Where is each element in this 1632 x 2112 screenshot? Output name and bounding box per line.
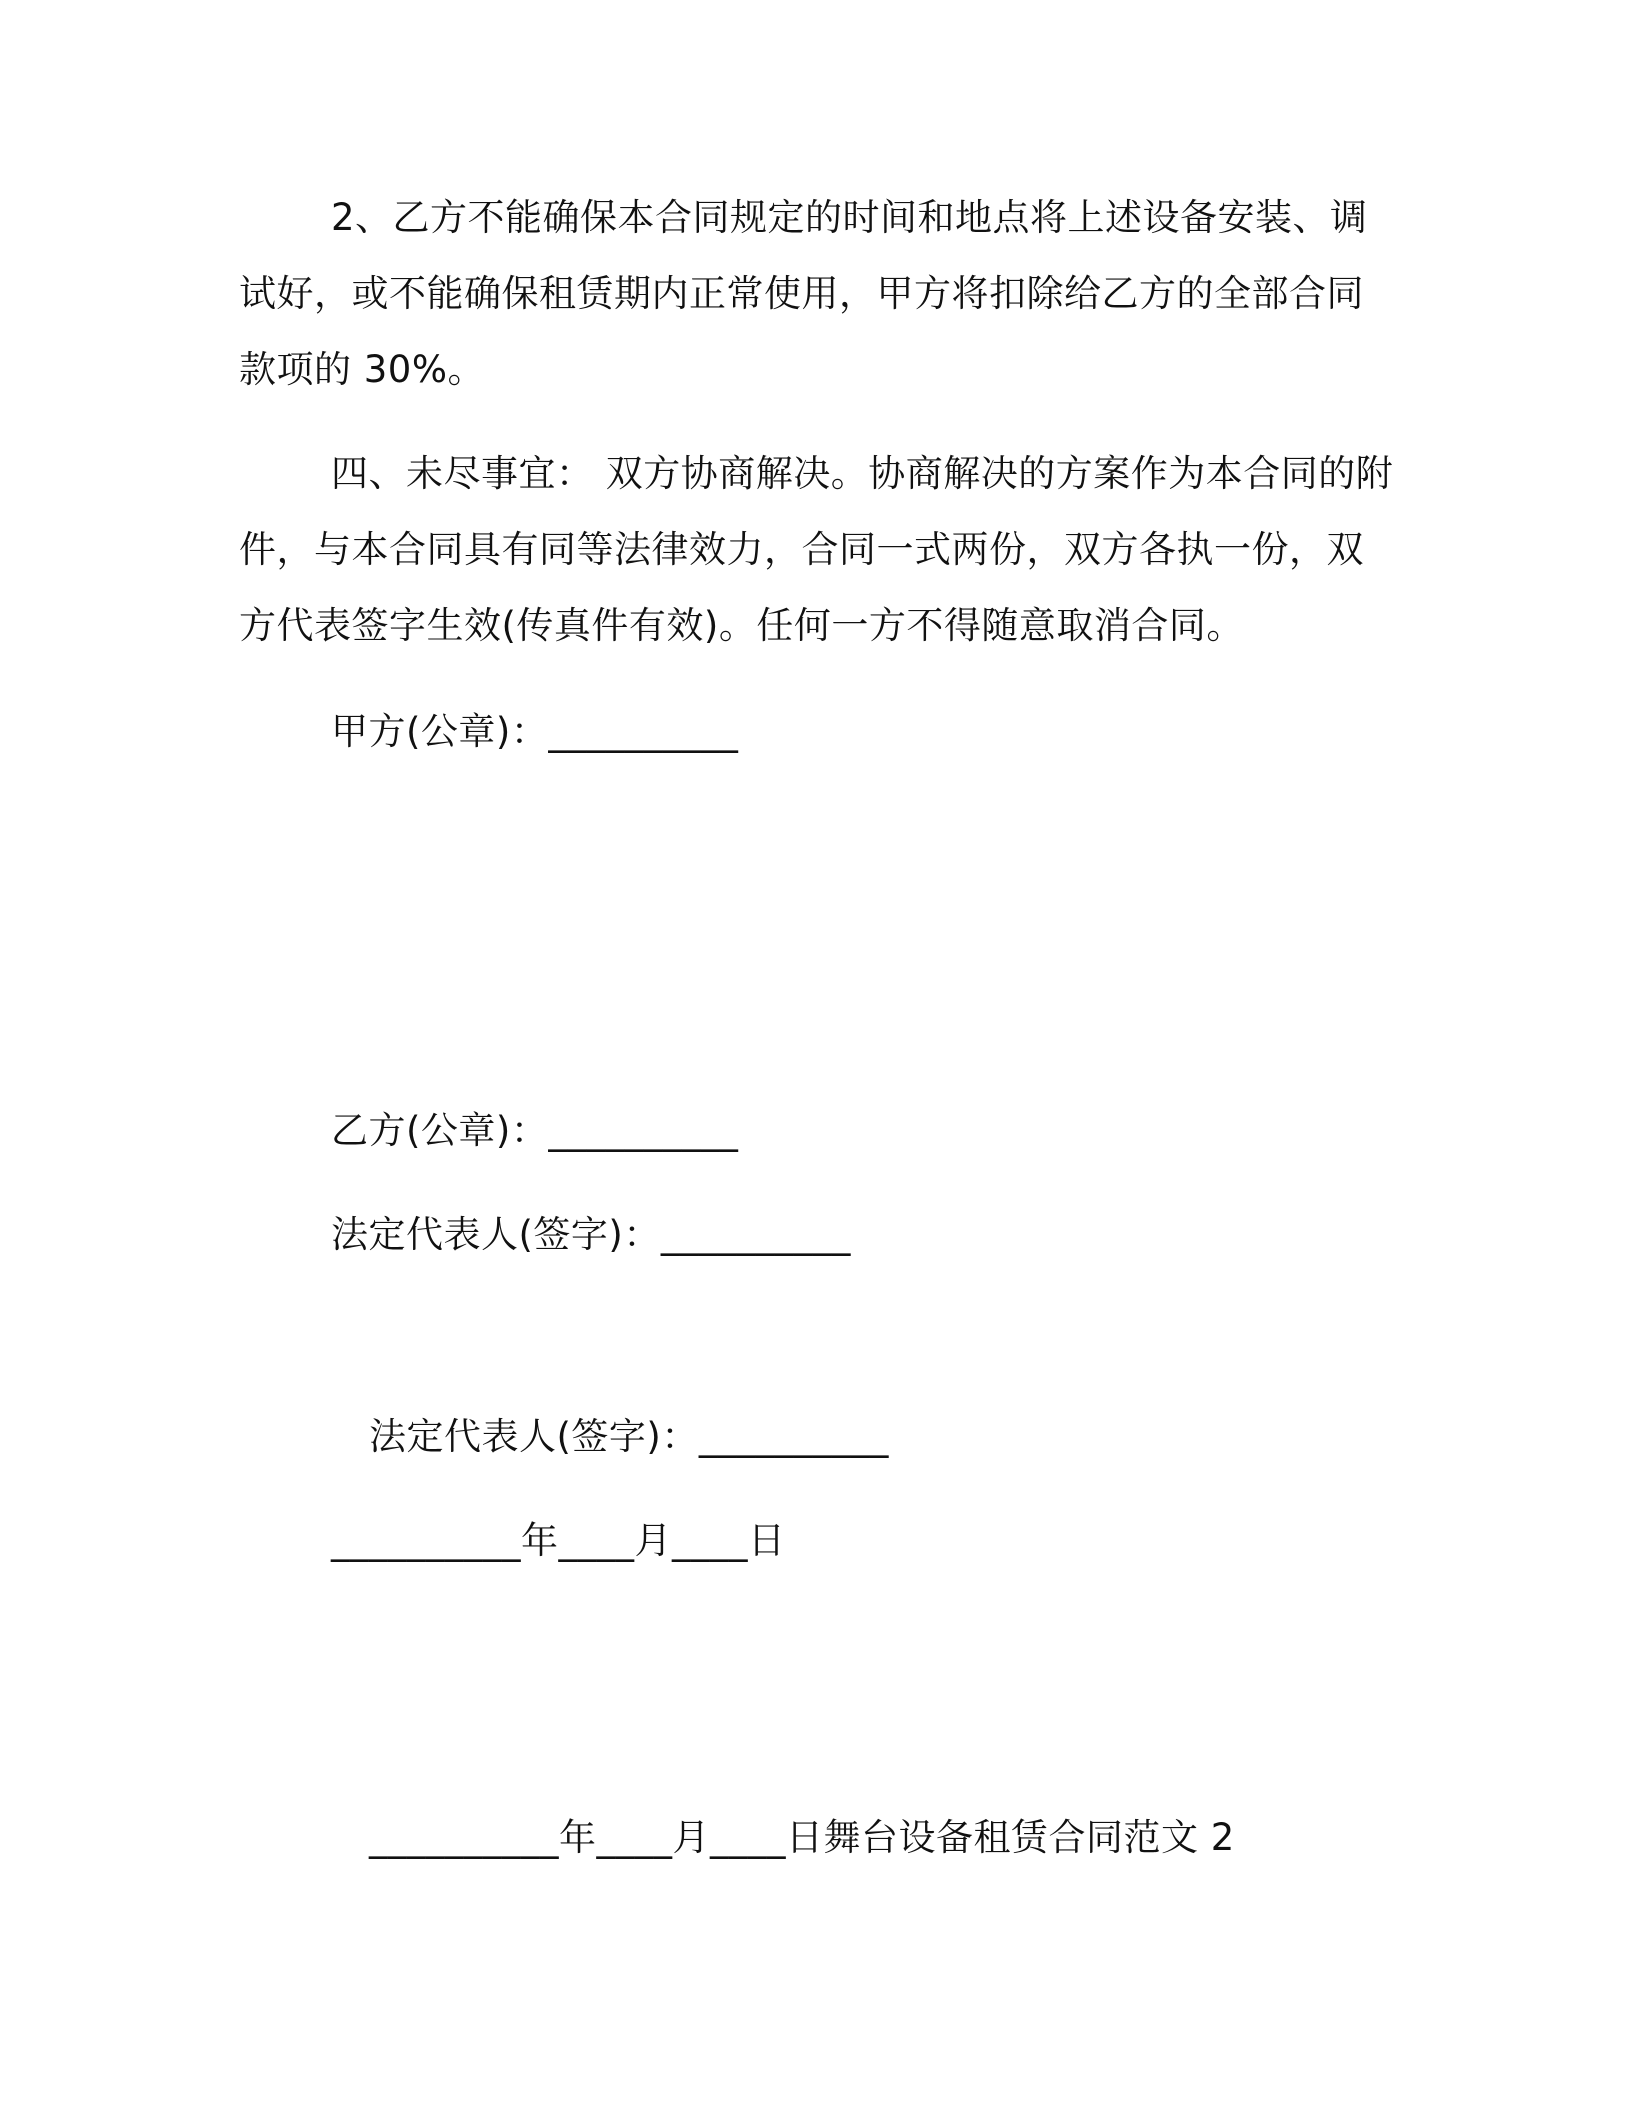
clause-2-line-3: 款项的 30%。 xyxy=(239,348,485,391)
party-b-seal-field: 乙方(公章)：__________ xyxy=(331,1109,739,1152)
clause-2-line-2: 试好，或不能确保租赁期内正常使用，甲方将扣除给乙方的全部合同 xyxy=(239,272,1364,315)
legal-representative-field-1: 法定代表人(签字)：__________ xyxy=(331,1213,851,1256)
section-4-line-1: 四、未尽事宜： 双方协商解决。协商解决的方案作为本合同的附 xyxy=(331,452,1394,495)
date-field-2-with-title: __________年____月____日舞台设备租赁合同范文 2 xyxy=(369,1816,1235,1859)
party-a-seal-field: 甲方(公章)：__________ xyxy=(331,710,739,753)
legal-representative-field-2: 法定代表人(签字)：__________ xyxy=(369,1415,889,1458)
date-field-1: __________年____月____日 xyxy=(331,1519,786,1562)
clause-2-line-1: 2、乙方不能确保本合同规定的时间和地点将上述设备安装、调 xyxy=(331,196,1368,239)
section-4-line-2: 件，与本合同具有同等法律效力，合同一式两份，双方各执一份，双 xyxy=(239,528,1364,571)
section-4-line-3: 方代表签字生效(传真件有效)。任何一方不得随意取消合同。 xyxy=(239,604,1244,647)
